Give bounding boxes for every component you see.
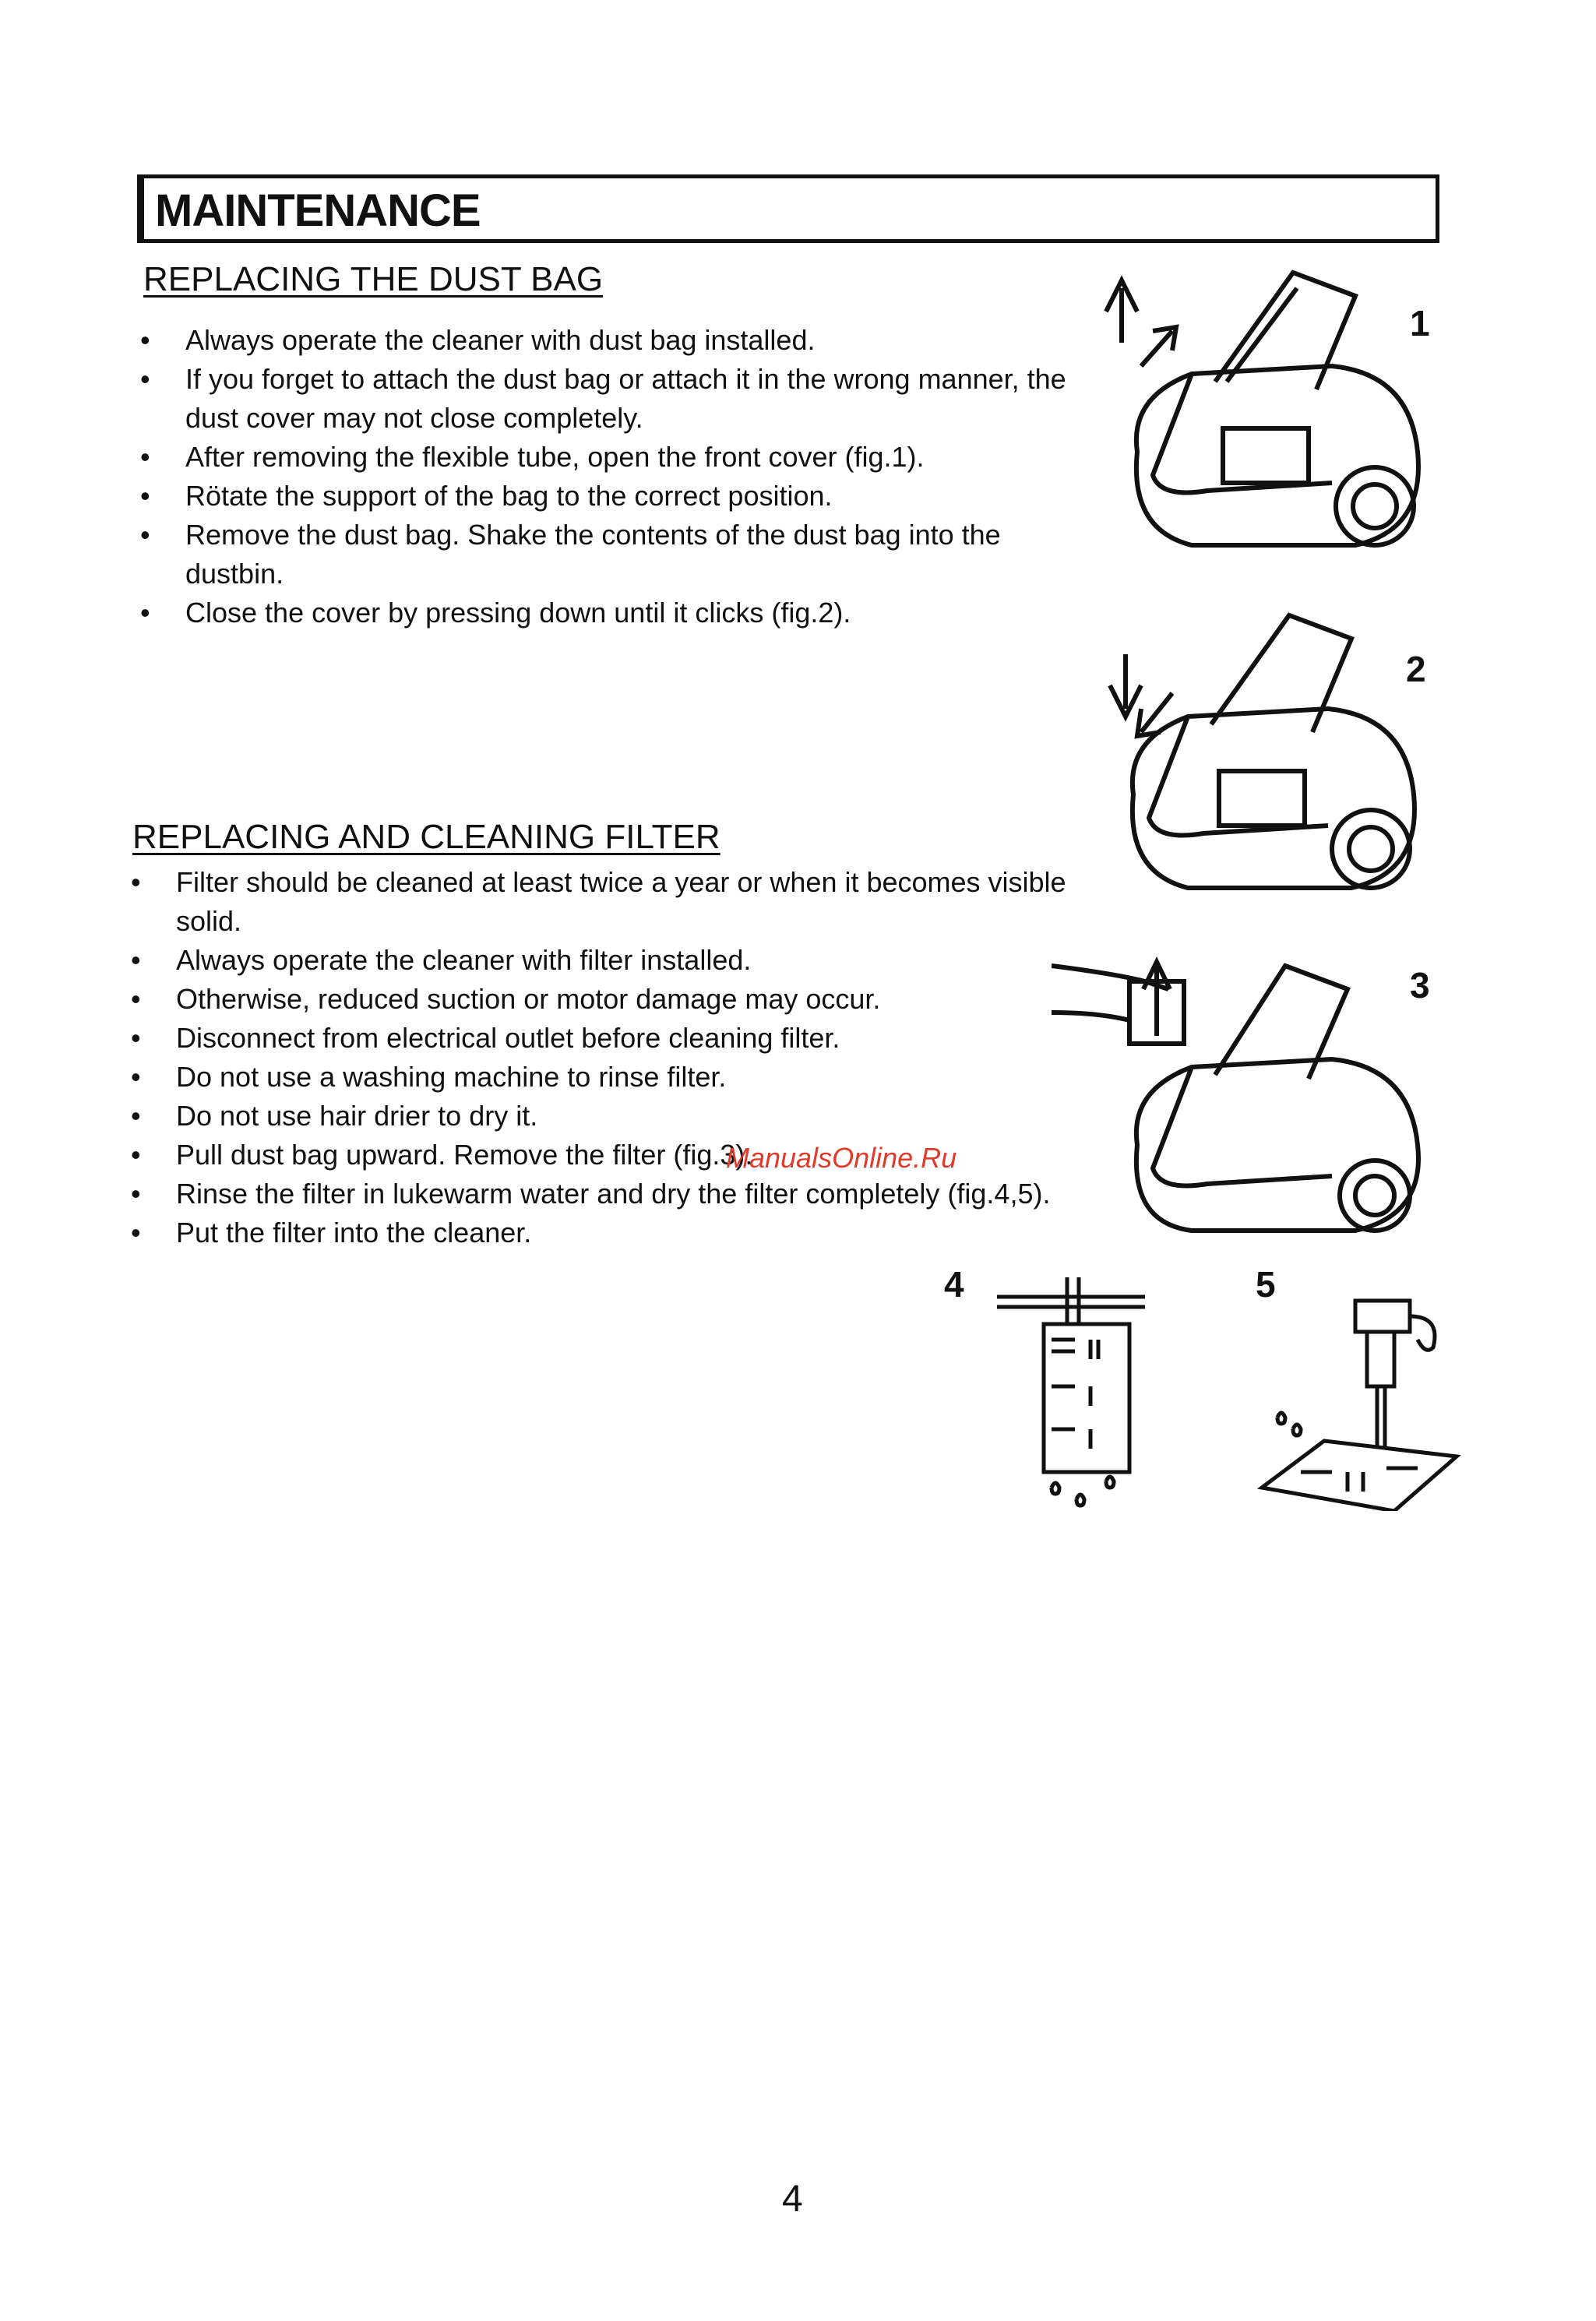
figure-4	[942, 1262, 1161, 1511]
list-item: • Otherwise, reduced suction or motor damage may occur.	[131, 980, 1081, 1019]
section-heading-filter: REPLACING AND CLEANING FILTER	[132, 818, 720, 856]
list-item: • Rinse the filter in lukewarm water and dry the filter completely (fig.4,5).	[131, 1175, 1081, 1213]
list-item: • Rötate the support of the bag to the correct position.	[140, 477, 1083, 516]
vacuum-open-cover-icon	[1098, 257, 1441, 569]
page-title: MAINTENANCE	[155, 185, 481, 236]
figure-label: 2	[1406, 649, 1426, 689]
list-item: • Always operate the cleaner with filter installed.	[131, 941, 1081, 980]
list-item: • Remove the dust bag. Shake the contents of the dust bag into the dustbin.	[140, 516, 1083, 593]
figure-label: 3	[1410, 965, 1430, 1006]
figure-3	[1052, 935, 1441, 1246]
figure-2	[1094, 600, 1441, 911]
list-item: • Do not use hair drier to dry it.	[131, 1097, 1081, 1136]
watermark: ManualsOnline.Ru	[726, 1142, 957, 1174]
list-item: • Put the filter into the cleaner.	[131, 1213, 1081, 1252]
list-item: • Close the cover by pressing down until it clicks (fig.2).	[140, 593, 1083, 632]
list-item: • Do not use a washing machine to rinse filter.	[131, 1058, 1081, 1097]
figure-label: 4	[944, 1264, 964, 1305]
dust-bag-list	[140, 321, 1083, 632]
section-heading-dust-bag: REPLACING THE DUST BAG	[143, 260, 604, 298]
list-item: • Filter should be cleaned at least twice a year or when it becomes visible solid.	[131, 863, 1081, 941]
figure-1	[1098, 257, 1441, 569]
list-item: • Always operate the cleaner with dust bag installed.	[140, 321, 1083, 360]
vacuum-remove-filter-icon	[1052, 935, 1441, 1246]
title-box	[137, 174, 1439, 243]
list-item: • If you forget to attach the dust bag or attach it in the wrong manner, the dust cover may not close completely.	[140, 360, 1083, 438]
filter-drying-icon	[942, 1262, 1161, 1511]
list-item: • After removing the flexible tube, open the front cover (fig.1).	[140, 438, 1083, 477]
list-item: • Disconnect from electrical outlet before cleaning filter.	[131, 1019, 1081, 1058]
page-number: 4	[782, 2178, 803, 2220]
figure-label: 5	[1256, 1264, 1276, 1305]
vacuum-close-cover-icon	[1094, 600, 1441, 911]
list-item: • Pull dust bag upward. Remove the filter (fig.3).	[131, 1136, 1081, 1175]
figure-label: 1	[1410, 303, 1430, 343]
filter-list	[131, 863, 1081, 1252]
figure-5	[1238, 1262, 1472, 1511]
